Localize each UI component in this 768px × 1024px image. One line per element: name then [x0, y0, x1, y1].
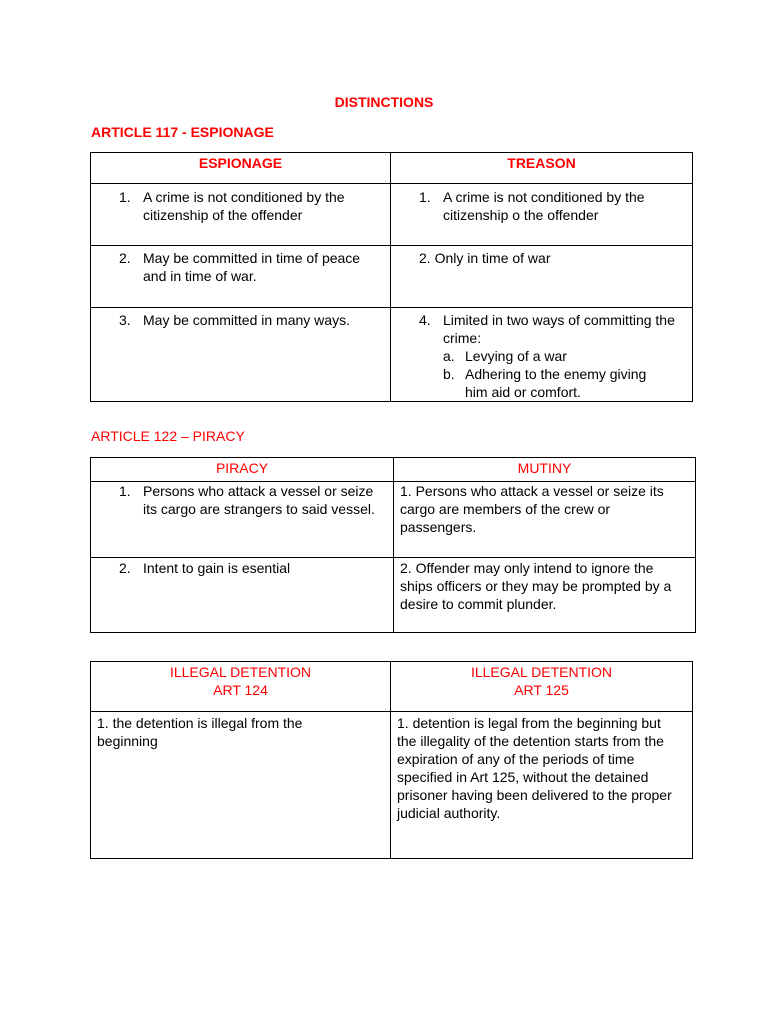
table-header-row [91, 458, 696, 482]
header-line: ILLEGAL DETENTION [470, 664, 613, 680]
page-title: DISTINCTIONS [334, 94, 434, 110]
col-header-espionage: ESPIONAGE [91, 153, 391, 184]
col-header-piracy: PIRACY [91, 458, 394, 482]
list-letter: b. [443, 366, 455, 382]
table-cell [91, 246, 391, 308]
table-cell [391, 246, 693, 308]
col-header-art-124 [91, 662, 391, 712]
table-cell [394, 482, 696, 558]
table-header-row [91, 153, 693, 184]
col-header-art-125 [391, 662, 693, 712]
table-cell [91, 558, 394, 633]
list-number: 1. [419, 189, 431, 205]
table-cell [391, 308, 693, 402]
table-header-row [91, 662, 693, 712]
table-cell [391, 712, 693, 859]
list-number: 1. [119, 189, 131, 205]
table-row [91, 558, 696, 633]
table-row [91, 482, 696, 558]
illegal-detention-table [90, 661, 693, 859]
cell-text: Intent to gain is esential [143, 560, 291, 576]
cell-text: May be committed in time of peace and in time of war. [143, 250, 361, 284]
table-row [91, 184, 693, 246]
list-number: 2. [119, 250, 131, 266]
cell-text: Levying of a war [465, 348, 567, 364]
table-cell [91, 712, 391, 859]
cell-text: Limited in two ways of committing the crime: [443, 312, 675, 346]
cell-text: 1. Persons who attack a vessel or seize its cargo are members of the crew or passengers. [400, 483, 664, 535]
table-row [91, 712, 693, 859]
section-heading-piracy: ARTICLE 122 – PIRACY [91, 428, 245, 444]
table-cell [91, 184, 391, 246]
piracy-mutiny-table [90, 457, 696, 633]
cell-text: 1. detention is legal from the beginning but the illegality of the detention starts from the expiration of any of the periods of time specified in Art 125, without the detained prisoner having been delivered to the proper judicial authority. [397, 715, 672, 821]
list-number: 3. [119, 312, 131, 328]
sub-list-item [391, 365, 692, 401]
cell-text: 2. Offender may only intend to ignore the ships officers or they may be prompted by a desire to commit plunder. [400, 560, 672, 612]
header-line: ILLEGAL DETENTION [169, 664, 312, 680]
cell-text: A crime is not conditioned by the citizenship of the offender [143, 189, 345, 223]
table-row [91, 246, 693, 308]
table-cell [91, 308, 391, 402]
list-number: 1. [119, 483, 131, 499]
table-cell [391, 184, 693, 246]
list-number: 2. [119, 560, 131, 576]
table-cell [91, 482, 394, 558]
list-number: 4. [419, 312, 431, 328]
cell-text: Adhering to the enemy giving him aid or comfort. [465, 366, 647, 400]
header-line: ART 125 [514, 682, 569, 698]
section-heading-espionage: ARTICLE 117 - ESPIONAGE [91, 124, 274, 140]
list-letter: a. [443, 348, 455, 364]
espionage-treason-table [90, 152, 693, 402]
sub-list-item [391, 347, 692, 365]
header-line: ART 124 [213, 682, 268, 698]
cell-text: May be committed in many ways. [143, 312, 350, 328]
cell-text: A crime is not conditioned by the citizenship o the offender [443, 189, 645, 223]
col-header-mutiny: MUTINY [394, 458, 696, 482]
col-header-treason: TREASON [391, 153, 693, 184]
cell-text: 2. Only in time of war [419, 250, 551, 266]
cell-text: 1. the detention is illegal from the beginning [97, 715, 303, 749]
table-cell [394, 558, 696, 633]
table-row [91, 308, 693, 402]
cell-text: Persons who attack a vessel or seize its cargo are strangers to said vessel. [143, 483, 375, 517]
